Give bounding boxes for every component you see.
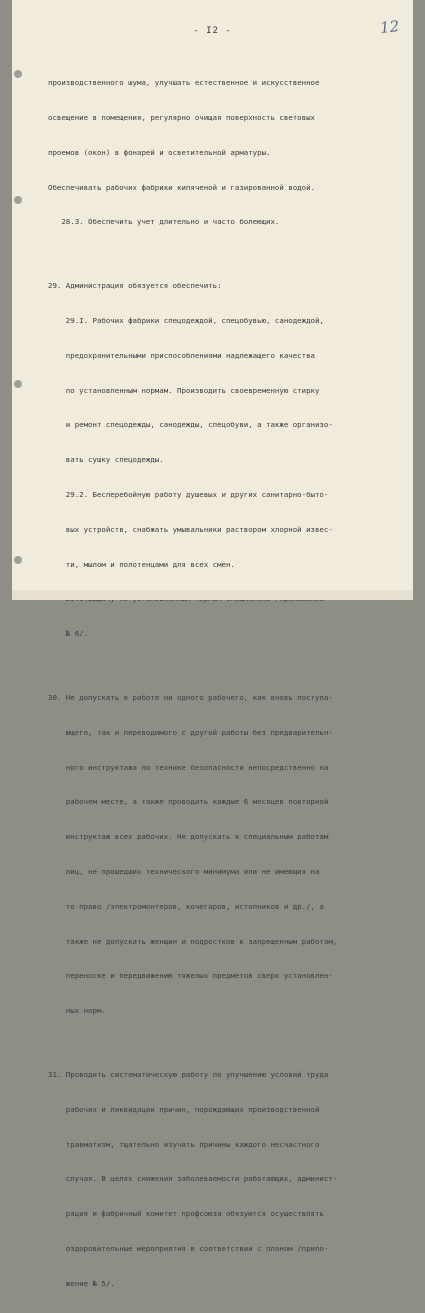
text-line: 30. Не допускать к работе ни одного рабочего, как вновь поступа- (48, 693, 333, 703)
text-line: ных норм. (48, 1006, 106, 1016)
text-line: переноске и передвижению тяжелых предметов сверх установлен- (48, 971, 333, 981)
text-line: 29. Администрация обязуется обеспечить: (48, 281, 222, 291)
text-line: 29.2. Бесперебойную работу душевых и других санитарно-быто- (48, 489, 329, 499)
text-line: ного инструктажа по технике безопасности непосредственно на (48, 762, 329, 772)
text-line: рабочих и ликвидации причин, порождающих производственной (48, 1104, 320, 1114)
text-line: вать сушку спецодежды. (48, 455, 164, 465)
text-line: по установленным нормам. Производить своевременную стирку (48, 385, 320, 395)
handwritten-sheet-number: 12 (379, 17, 400, 37)
document-body (48, 54, 400, 1313)
text-line: проемов (окон) в фонарей и осветительной арматуры. (48, 147, 271, 157)
text-line: предохранительными приспособлениями надлежащего качества (48, 350, 315, 360)
text-line: то право /электромонтеров, кочегаров, истопников и др./, а (48, 901, 324, 911)
paragraph-28-continuation (48, 54, 400, 251)
text-line: оздоровительные мероприятия в соответствии с планом /прило- (48, 1243, 329, 1253)
text-line: № 6/. (48, 629, 89, 639)
text-line: производственного шума, улучшать естественное и искусственное (48, 78, 320, 88)
text-line: ти, мылом и полотенцами для всех смен. (48, 559, 235, 569)
text-line: также не допускать женщин и подростков к запрещенным работам, (48, 936, 338, 946)
text-line: ющего, так и переводимого с другой работы без предварительн- (48, 727, 333, 737)
text-line: инструктаж всех рабочих. Не допускать к специальным работам (48, 832, 329, 842)
text-line: травматизм, тщательно изучать причины каждого несчастного (48, 1139, 320, 1149)
text-line: и ремонт спецодежды, санодежды, спецобуви, а также организо- (48, 420, 333, 430)
binding-hole (14, 70, 22, 78)
text-line: освещение в помещения, регулярно очищая поверхность световых (48, 112, 315, 122)
document-page (12, 0, 413, 1288)
text-line: 31. Проводить систематическую работу по улучшению условий труда (48, 1070, 329, 1080)
text-line: 29.I. Рабочих фабрики спецодеждой, спецобувью, санодеждой, (48, 316, 324, 326)
page-number: - I2 - (193, 26, 232, 36)
text-line: жение № 5/. (48, 1278, 115, 1288)
text-line: рабочем месте, а также проводить каждые 6 месяцев повторной (48, 797, 329, 807)
text-line: Обеспечивать рабочих фабрики кипяченой и газированной водой. (48, 182, 315, 192)
text-line: 28.3. Обеспечить учет длительно и часто болеющих. (48, 217, 280, 227)
binding-hole (14, 196, 22, 204)
text-line: рация и фабричный комитет профсоюза обязуются осуществлять (48, 1209, 324, 1219)
text-line: лиц, не прошедших технического минимума или не имеющих на (48, 866, 320, 876)
paragraph-29 (48, 257, 400, 663)
binding-hole (14, 380, 22, 388)
paragraph-30 (48, 669, 400, 1040)
page-bottom-edge (12, 590, 413, 600)
text-line: вых устройств, снабжать умывальники раствором хлорной извес- (48, 524, 333, 534)
text-line: случая. В целях снижения заболеваемости работающих, админист- (48, 1174, 338, 1184)
paragraph-31 (48, 1046, 400, 1313)
binding-hole (14, 556, 22, 564)
